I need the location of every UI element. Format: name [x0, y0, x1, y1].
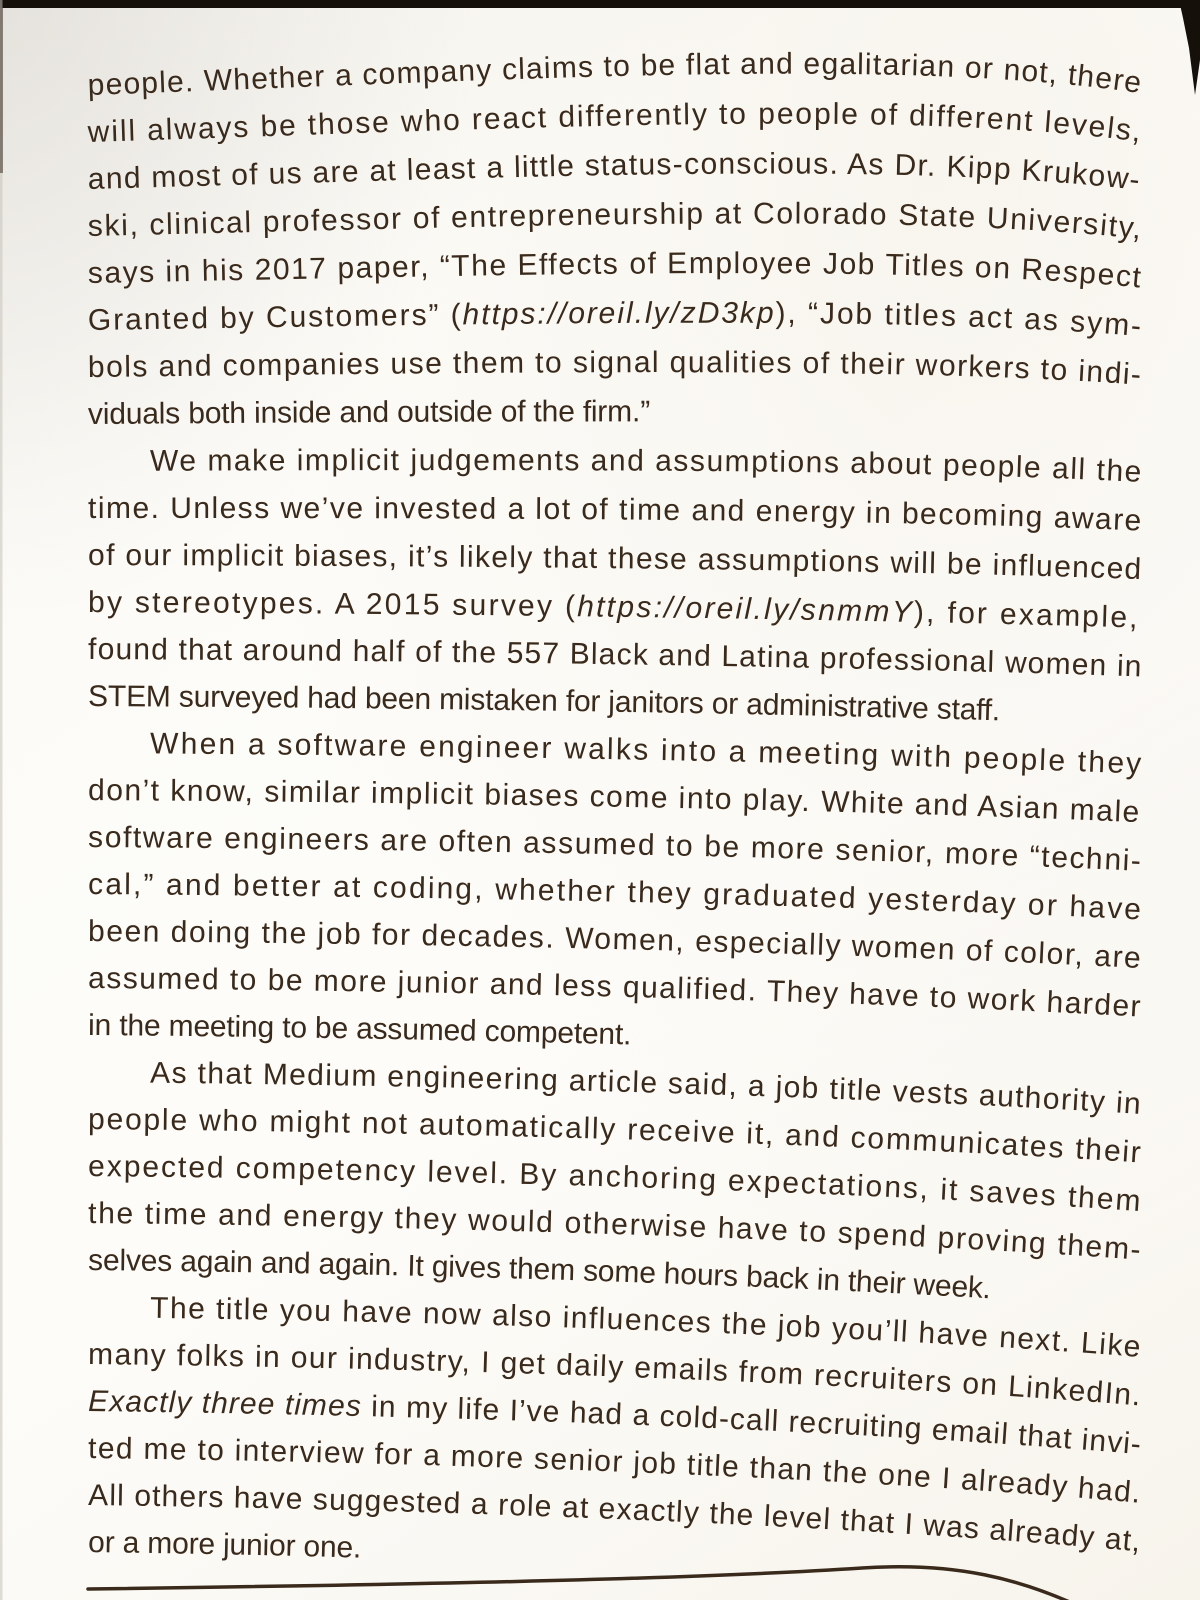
text-line: Exactly three times in my life I’ve had a cold-call recruiting email that invi- — [87, 1385, 1144, 1462]
scan-edge-top — [0, 0, 1200, 8]
text-line: As that Medium engineering article said, a job title vests authority in — [149, 1056, 1144, 1121]
text-line: ski, clinical professor of entrepreneurship at Colorado State University, — [87, 197, 1145, 246]
text-line: don’t know, similar implicit biases come into play. White and Asian male — [88, 774, 1142, 830]
text-line: assumed to be more junior and less qualified. They have to work harder — [87, 962, 1143, 1024]
text-line: in the meeting to be assumed competent. — [87, 1009, 632, 1052]
text-line: software engineers are often assumed to be more senior, more “techni- — [87, 821, 1144, 878]
text-line: people who might not automatically receive it, and communicates their — [87, 1103, 1144, 1170]
text-line: of our implicit biases, it’s likely that these assumptions will be influenced — [88, 538, 1144, 587]
text-line: time. Unless we’ve invested a lot of time and energy in becoming aware — [88, 491, 1144, 538]
text-line: says in his 2017 paper, “The Effects of Employee Job Titles on Respect — [87, 247, 1144, 295]
text-line: will always be those who react differently to people of different levels, — [87, 97, 1145, 149]
text-line: viduals both inside and outside of the firm.” — [87, 395, 651, 431]
text-line: Granted by Customers” (https://oreil.ly/zD3kp), “Job titles act as sym- — [87, 296, 1145, 344]
text-line: and most of us are at least a little status-conscious. As Dr. Kipp Krukow- — [87, 147, 1143, 198]
scan-edge-corner — [1179, 0, 1200, 95]
text-line: many folks in our industry, I get daily emails from recruiters on LinkedIn. — [87, 1337, 1144, 1413]
text-line: The title you have now also influences the job you’ll have next. Like — [149, 1291, 1144, 1364]
text-line: STEM surveyed had been mistaken for janitors or administrative staff. — [88, 679, 1001, 728]
text-line: bols and companies use them to signal qualities of their workers to indi- — [87, 346, 1144, 392]
text-line: ted me to interview for a more senior job title than the one I already had. — [87, 1432, 1144, 1510]
text-line: All others have suggested a role at exactly the level that I was already at, — [87, 1479, 1143, 1559]
text-line: by stereotypes. A 2015 survey (https://oreil.ly/snmmY), for example, — [88, 585, 1141, 635]
text-line: When a software engineer walks into a meeting with people they — [149, 727, 1145, 781]
text-line: cal,” and better at coding, whether they graduated yesterday or have — [87, 868, 1144, 927]
scan-edge-left — [0, 0, 3, 1600]
text-line: found that around half of the 557 Black and Latina professional women in — [87, 633, 1144, 684]
text-line: the time and energy they would otherwise have to spend proving them- — [87, 1197, 1144, 1267]
text-line: been doing the job for decades. Women, especially women of color, are — [87, 915, 1143, 976]
text-line: expected competency level. By anchoring expectations, it saves them — [87, 1150, 1144, 1219]
text-line: selves again and again. It gives them some hours back in their week. — [87, 1244, 992, 1306]
text-line: We make implicit judgements and assumptions about people all the — [149, 444, 1144, 490]
footnote-rule — [88, 1567, 1095, 1600]
scan-edge-left-shadow — [0, 8, 3, 173]
text-line: or a more junior one. — [87, 1526, 362, 1565]
text-line: people. Whether a company claims to be flat and egalitarian or not, there — [87, 47, 1145, 102]
